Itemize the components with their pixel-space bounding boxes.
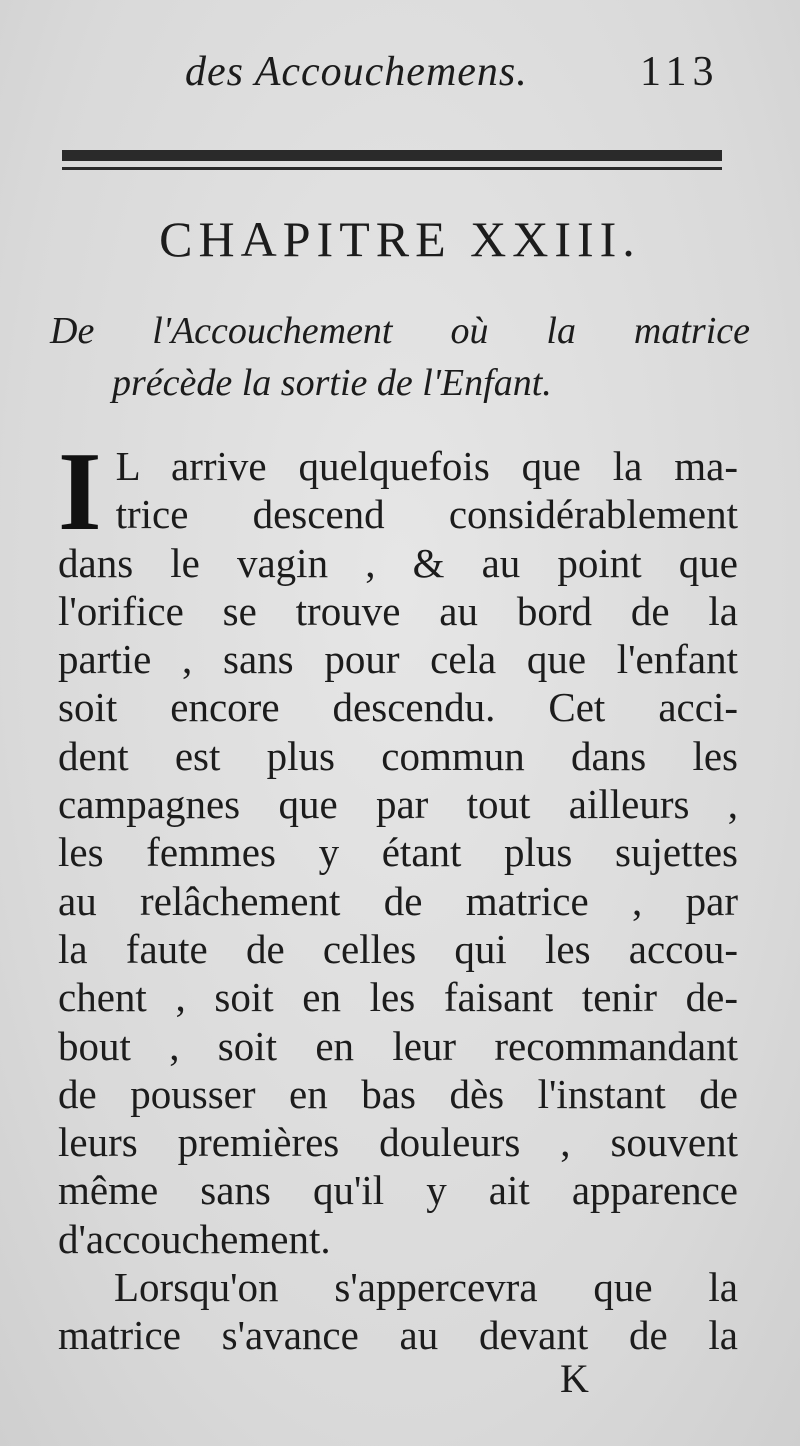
ornamental-rule — [62, 150, 722, 170]
rule-thin — [62, 167, 722, 170]
text-line: même sans qu'il y ait apparence — [58, 1167, 738, 1214]
subtitle-line: De l'Accouchement où la matrice — [50, 310, 750, 352]
text-line: l'orifice se trouve au bord de la — [58, 587, 738, 634]
text-line: matrice s'avance au devant de la — [58, 1312, 738, 1359]
text-line: au relâchement de matrice , par — [58, 877, 738, 924]
running-head: des Accouchemens. — [185, 49, 528, 95]
text-line: leurs premières douleurs , souvent — [58, 1119, 738, 1166]
chapter-subtitle — [50, 305, 750, 409]
text-line: partie , sans pour cela que l'enfant — [58, 636, 738, 683]
paragraph — [58, 430, 738, 1263]
rule-thick — [62, 150, 722, 161]
text-line: d'accouchement. — [58, 1215, 331, 1262]
page-header — [0, 48, 800, 108]
body-text — [58, 430, 738, 1360]
text-line: Lorsqu'on s'appercevra que la — [114, 1264, 738, 1311]
paragraph — [58, 1263, 738, 1360]
signature-mark: K — [560, 1356, 589, 1401]
text-line: dent est plus commun dans les — [58, 732, 738, 779]
page-number: 113 — [640, 49, 720, 95]
text-line: les femmes y étant plus sujettes — [58, 829, 738, 876]
text-line: bout , soit en leur recommandant — [58, 1022, 738, 1069]
text-line: de pousser en bas dès l'instant de — [58, 1070, 738, 1117]
subtitle-line: précède la sortie de l'Enfant. — [112, 362, 552, 404]
text-line: dans le vagin , & au point que — [58, 539, 738, 586]
text-line: la faute de celles qui les accou- — [58, 925, 738, 972]
text-line: trice descend considérablement — [115, 491, 738, 538]
drop-cap: I — [58, 430, 102, 554]
text-line: campagnes que par tout ailleurs , — [58, 781, 738, 828]
chapter-title: CHAPITRE XXIII. — [159, 211, 641, 267]
text-line: chent , soit en les faisant tenir de- — [58, 974, 738, 1021]
text-line: L arrive quelquefois que la ma- — [115, 443, 738, 489]
text-line: soit encore descendu. Cet acci- — [58, 684, 738, 731]
